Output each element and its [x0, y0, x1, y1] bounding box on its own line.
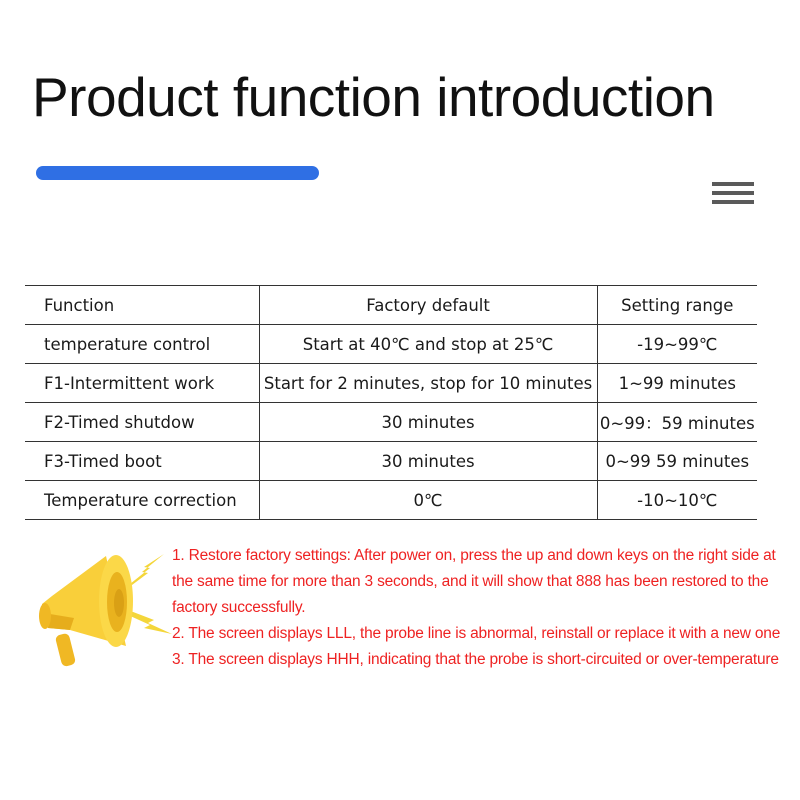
table-cell-default: 0℃: [259, 481, 597, 520]
header-factory-default: Factory default: [259, 286, 597, 325]
table-cell-function: F1-Intermittent work: [25, 364, 259, 403]
table-cell-function: Temperature correction: [25, 481, 259, 520]
table-row: [25, 481, 757, 520]
table-cell-default: 30 minutes: [259, 403, 597, 442]
note-lll-display: 2. The screen displays LLL, the probe line is abnormal, reinstall or replace it with a new one: [172, 625, 781, 642]
table-cell-function: F3-Timed boot: [25, 442, 259, 481]
header-setting-range: Setting range: [597, 286, 757, 325]
table-cell-range: -19~99℃: [597, 325, 757, 364]
table-cell-default: 30 minutes: [259, 442, 597, 481]
lightning-bolt-top: [128, 554, 164, 588]
lightning-bolt-bottom: [126, 610, 172, 634]
note-hhh-display: 3. The screen displays HHH, indicating that the probe is short-circuited or over-temperature: [172, 651, 779, 668]
table-cell-range: 0~99：59 minutes: [597, 403, 757, 442]
hamburger-menu-icon[interactable]: [712, 182, 754, 206]
instruction-notes: [172, 543, 782, 673]
table-row: [25, 325, 757, 364]
function-table: [25, 285, 757, 520]
table-cell-range: 0~99 59 minutes: [597, 442, 757, 481]
table-cell-function: F2-Timed shutdow: [25, 403, 259, 442]
table-row: [25, 364, 757, 403]
table-header-row: [25, 286, 757, 325]
table-row: [25, 442, 757, 481]
header-function: Function: [25, 286, 259, 325]
table-row: [25, 403, 757, 442]
table-cell-default: Start at 40℃ and stop at 25℃: [259, 325, 597, 364]
megaphone-icon: [34, 548, 174, 676]
title-accent-bar: [36, 166, 319, 180]
page-title: Product function introduction: [32, 66, 715, 128]
table-cell-range: 1~99 minutes: [597, 364, 757, 403]
table-cell-function: temperature control: [25, 325, 259, 364]
note-restore-factory: 1. Restore factory settings: After power on, press the up and down keys on the right side at the same time for more than 3 seconds, and it will show that 888 has been restored to the factory successfully.: [172, 547, 776, 616]
table-cell-range: -10~10℃: [597, 481, 757, 520]
table-cell-default: Start for 2 minutes, stop for 10 minutes: [259, 364, 597, 403]
